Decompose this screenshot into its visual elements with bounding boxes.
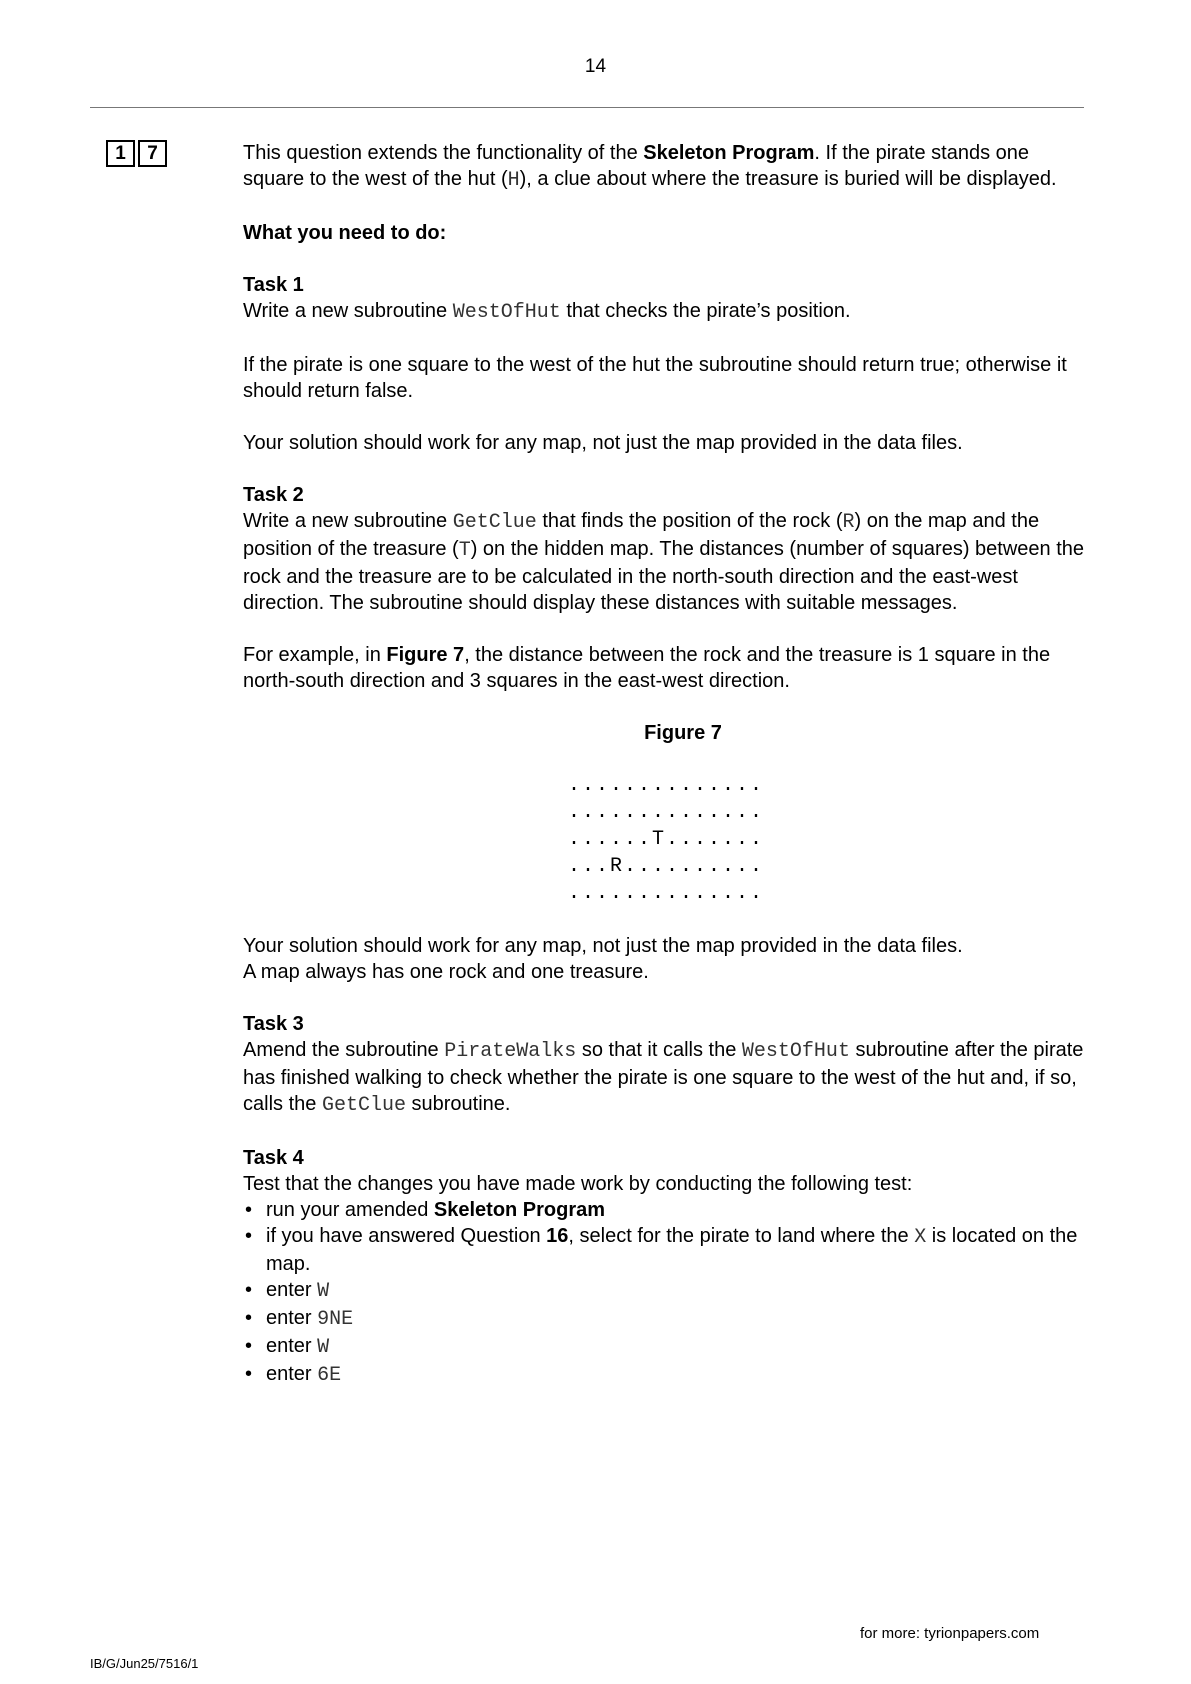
- text: that finds the position of the rock (: [536, 510, 843, 532]
- bold-text: Skeleton Program: [433, 1199, 606, 1221]
- text: subroutine.: [405, 1093, 511, 1115]
- text: ) on the map and the position of the treasure (: [243, 510, 1040, 560]
- text: if you have answered Question: [266, 1225, 547, 1247]
- text: , the distance between the rock and the treasure is 1 square in the north-south direction and 3 squares in the east-west direction.: [243, 644, 1051, 692]
- question-number-digit: 7: [138, 140, 167, 167]
- text: Write a new subroutine: [243, 510, 453, 532]
- list-item: [243, 1361, 1093, 1389]
- footer-watermark: for more: tyrionpapers.com: [860, 1625, 1040, 1642]
- task-paragraph: Test that the changes you have made work by conducting the following test:: [243, 1173, 913, 1195]
- code-text: 6E: [317, 1364, 342, 1387]
- map-row: ...R..........: [568, 855, 765, 878]
- text: subroutine after the pirate has finished walking to check whether the pirate is one square to the west of the hut and, if so, calls the: [243, 1039, 1084, 1115]
- intro-paragraph: [243, 140, 1093, 194]
- list-item: [243, 1305, 1093, 1333]
- task-paragraph: [243, 508, 1093, 616]
- test-steps-list: [243, 1197, 1093, 1389]
- code-text: R: [842, 511, 855, 534]
- list-item: [243, 1197, 1093, 1223]
- map-row: ......T.......: [568, 828, 765, 851]
- text: that checks the pirate’s position.: [560, 300, 851, 322]
- section-heading: What you need to do:: [243, 222, 447, 244]
- task-paragraph: If the pirate is one square to the west of the hut the subroutine should return true; otherwise it should return false.: [243, 354, 1067, 402]
- text: ) on the hidden map. The distances (number of squares) between the rock and the treasure are to be calculated in the north-south direction and the east-west direction. The subroutine should display these distances with suitable messages.: [243, 538, 1085, 614]
- code-text: PirateWalks: [444, 1040, 577, 1063]
- list-item: [243, 1277, 1093, 1305]
- code-text: H: [507, 169, 520, 192]
- text: run your amended: [266, 1199, 434, 1221]
- code-text: W: [317, 1280, 330, 1303]
- text: Your solution should work for any map, not just the map provided in the data files.: [243, 935, 963, 957]
- footer-code: IB/G/Jun25/7516/1: [90, 1656, 199, 1671]
- page-number: 14: [584, 56, 607, 77]
- text: enter: [266, 1307, 318, 1329]
- code-text: WestOfHut: [452, 301, 561, 324]
- text: . If the pirate stands one square to the west of the hut (: [243, 142, 1030, 190]
- task-paragraph: [243, 933, 1093, 985]
- code-text: 9NE: [317, 1308, 354, 1331]
- figure-map: [568, 772, 1093, 907]
- question-number: [106, 140, 167, 167]
- text: This question extends the functionality of the: [243, 142, 644, 164]
- text: enter: [266, 1335, 318, 1357]
- list-item: [243, 1333, 1093, 1361]
- question-body: [243, 140, 1093, 1389]
- text: enter: [266, 1279, 318, 1301]
- text: A map always has one rock and one treasure.: [243, 961, 649, 983]
- code-text: W: [317, 1336, 330, 1359]
- text: For example, in: [243, 644, 387, 666]
- code-text: WestOfHut: [741, 1040, 850, 1063]
- text: Write a new subroutine: [243, 300, 453, 322]
- bold-text: Skeleton Program: [643, 142, 815, 164]
- task-heading: Task 3: [243, 1013, 304, 1035]
- list-item: [243, 1223, 1093, 1277]
- bold-text: Figure 7: [386, 644, 465, 666]
- code-text: X: [914, 1226, 927, 1249]
- task-paragraph: [243, 642, 1093, 694]
- text: enter: [266, 1363, 318, 1385]
- code-text: GetClue: [452, 511, 537, 534]
- text: Amend the subroutine: [243, 1039, 445, 1061]
- figure-title: Figure 7: [644, 722, 722, 744]
- map-row: ..............: [568, 882, 765, 905]
- bold-text: 16: [546, 1225, 569, 1247]
- question-number-digit: 1: [106, 140, 135, 167]
- task-heading: Task 1: [243, 274, 304, 296]
- map-row: ..............: [568, 801, 765, 824]
- task-heading: Task 4: [243, 1147, 304, 1169]
- text: so that it calls the: [576, 1039, 742, 1061]
- code-text: GetClue: [321, 1094, 406, 1117]
- map-row: ..............: [568, 774, 765, 797]
- task-heading: Task 2: [243, 484, 304, 506]
- task-paragraph: Your solution should work for any map, not just the map provided in the data files.: [243, 432, 963, 454]
- header-rule: [90, 107, 1084, 108]
- task-paragraph: [243, 1037, 1093, 1119]
- text: is located on the map.: [266, 1225, 1078, 1275]
- text: ), a clue about where the treasure is buried will be displayed.: [519, 168, 1057, 190]
- task-paragraph: [243, 298, 1093, 326]
- code-text: T: [458, 539, 471, 562]
- text: , select for the pirate to land where the: [568, 1225, 915, 1247]
